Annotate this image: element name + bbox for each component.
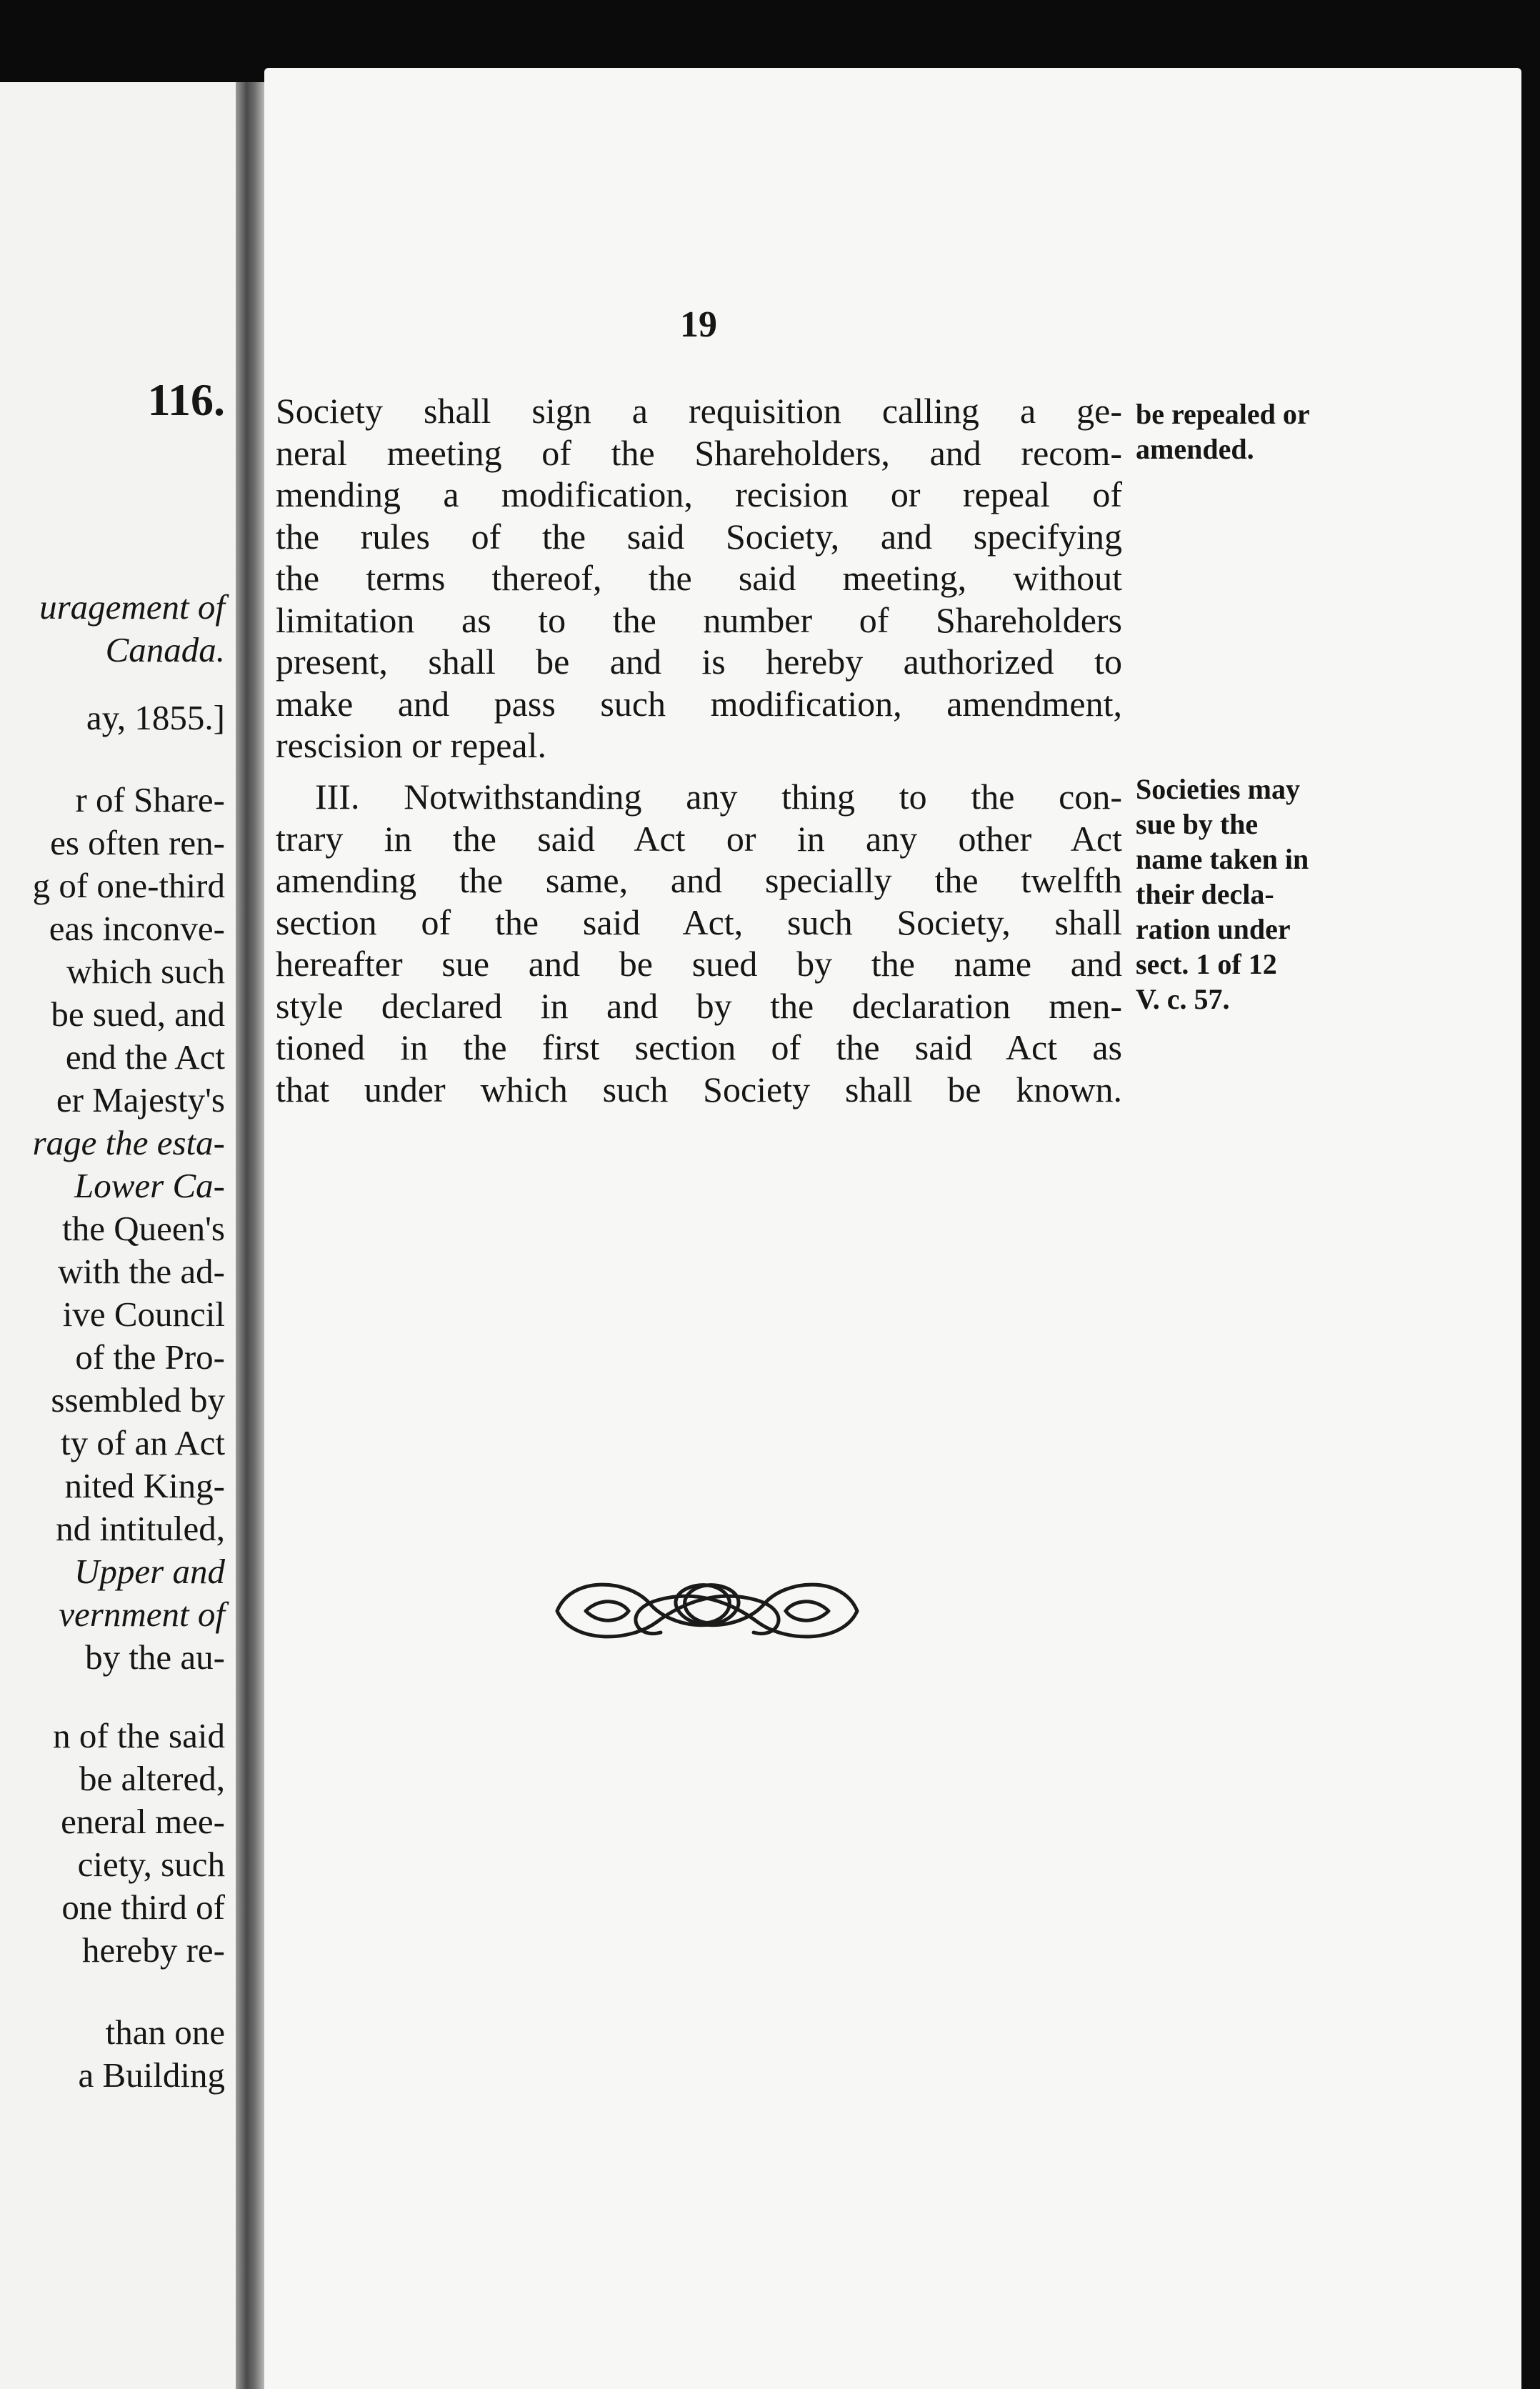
body-text-line: present, shall be and is hereby authorized to (276, 642, 1122, 682)
left-page-line: nited King- (64, 1466, 225, 1505)
margin-note-line: amended. (1136, 433, 1254, 465)
left-page-line: eas inconve- (49, 909, 225, 948)
left-page (0, 82, 246, 2389)
body-text-line: III. Notwithstanding any thing to the con- (315, 777, 1122, 817)
page-number: 19 (680, 304, 717, 345)
margin-note-line: their decla- (1136, 878, 1274, 910)
left-page-line: one third of (61, 1887, 225, 1927)
left-page-line: hereby re- (82, 1930, 225, 1970)
left-page-line: end the Act (65, 1037, 225, 1077)
left-page-line: ciety, such (77, 1845, 225, 1884)
left-page-line: er Majesty's (56, 1080, 225, 1119)
left-page-line: r of Share- (75, 780, 225, 819)
body-text-line: the terms thereof, the said meeting, without (276, 558, 1122, 598)
left-page-line: uragement of (39, 587, 225, 627)
left-page-line: nd intituled, (56, 1509, 225, 1548)
left-heading-number: 116. (147, 374, 225, 425)
left-page-line: g of one-third (32, 866, 225, 905)
left-page-line: a Building (78, 2055, 225, 2095)
left-page-line: es often ren- (50, 823, 225, 862)
left-page-line: by the au- (85, 1637, 225, 1677)
body-text-line: limitation as to the number of Shareholders (276, 599, 1122, 640)
left-page-line: be altered, (79, 1759, 225, 1798)
margin-note-line: name taken in (1136, 843, 1309, 875)
left-page-line: the Queen's (62, 1209, 225, 1248)
left-page-line: Lower Ca- (74, 1166, 225, 1205)
left-page-line: ty of an Act (61, 1423, 225, 1462)
body-text-line: the rules of the said Society, and specifying (276, 516, 1122, 557)
body-text-line: amending the same, and specially the twelfth (276, 860, 1122, 900)
left-page-line: Upper and (74, 1552, 225, 1591)
body-text-line: rescision or repeal. (276, 725, 547, 765)
margin-note-line: ration under (1136, 913, 1291, 945)
margin-note-line: sue by the (1136, 808, 1259, 840)
body-text-line: neral meeting of the Shareholders, and recom- (276, 432, 1122, 473)
body-text-line: hereafter sue and be sued by the name and (276, 944, 1122, 984)
left-page-line: n of the said (53, 1716, 225, 1755)
left-page-line: ive Council (62, 1295, 225, 1334)
body-text-line: that under which such Society shall be known. (276, 1069, 1122, 1109)
body-text-line: make and pass such modification, amendment, (276, 683, 1122, 724)
margin-note-line: sect. 1 of 12 (1136, 948, 1277, 980)
margin-note-line: Societies may (1136, 773, 1300, 805)
left-page-line: of the Pro- (75, 1337, 225, 1377)
left-page-line: rage the esta- (32, 1123, 225, 1162)
left-page-line: eneral mee- (61, 1802, 225, 1841)
left-page-line: which such (66, 952, 225, 991)
ornament-flourish-icon (543, 1561, 871, 1661)
margin-note-line: be repealed or (1136, 398, 1310, 430)
left-page-line: Canada. (105, 630, 225, 669)
body-text-line: mending a modification, recision or repeal of (276, 474, 1122, 514)
left-page-line: be sued, and (51, 994, 225, 1034)
left-page-line: ssembled by (51, 1380, 225, 1420)
body-text-line: trary in the said Act or in any other Act (276, 818, 1122, 859)
left-page-line: vernment of (59, 1595, 225, 1634)
body-text-line: Society shall sign a requisition calling a ge- (276, 391, 1122, 431)
left-page-line: with the ad- (57, 1252, 225, 1291)
body-text-line: style declared in and by the declaration men- (276, 985, 1122, 1026)
book-gutter (236, 82, 267, 2389)
body-text-line: section of the said Act, such Society, shall (276, 902, 1122, 942)
margin-note-line: V. c. 57. (1136, 983, 1230, 1015)
body-text-line: tioned in the first section of the said Act as (276, 1027, 1122, 1067)
left-page-line: than one (105, 2013, 225, 2052)
left-page-line: ay, 1855.] (86, 698, 225, 737)
